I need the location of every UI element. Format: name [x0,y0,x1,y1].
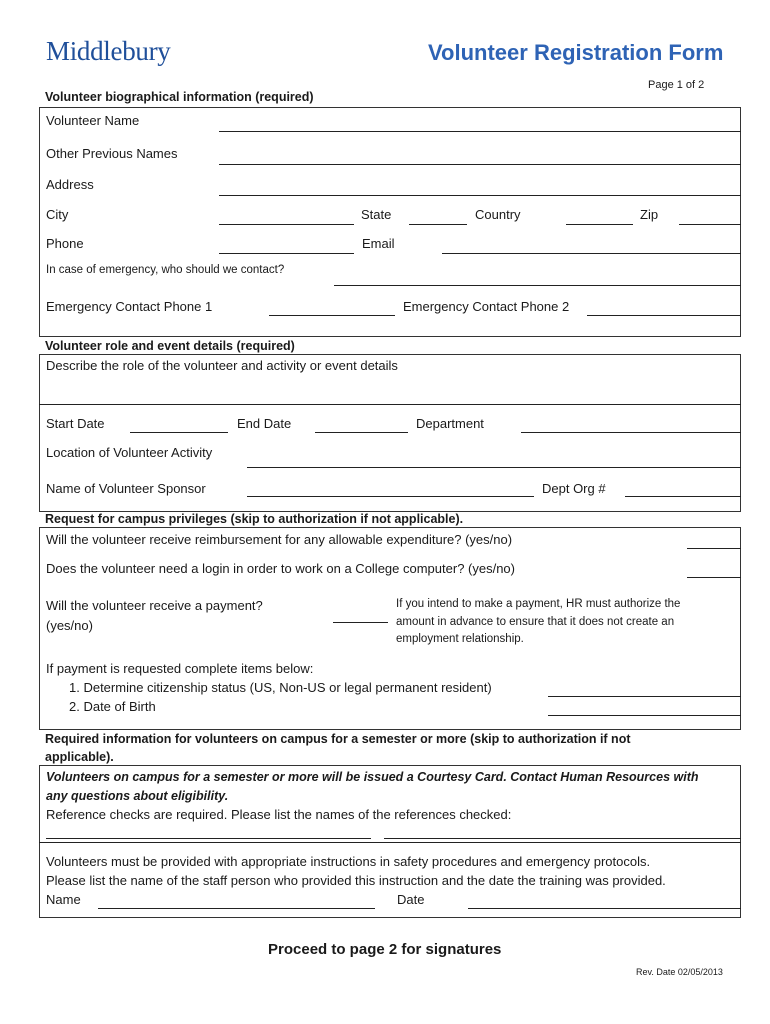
emergency-phone-1-label: Emergency Contact Phone 1 [46,299,213,314]
state-label: State [361,207,392,222]
role-description-divider [39,404,741,405]
sponsor-field[interactable] [247,496,534,497]
citizenship-field[interactable] [548,696,741,697]
department-label: Department [416,416,484,431]
page-number: Page 1 of 2 [648,79,705,91]
reference-checks-label: Reference checks are required. Please list the names of the references checked: [46,807,512,822]
proceed-to-page-2: Proceed to page 2 for signatures [268,941,502,958]
payment-note-line-1: If you intend to make a payment, HR must authorize the [396,598,681,610]
semester-section-heading-line-1: Required information for volunteers on campus for a semester or more (skip to authorization if not [45,732,631,746]
reference-divider [39,842,741,843]
country-label: Country [475,207,521,222]
emergency-phone-1-field[interactable] [269,315,395,316]
end-date-label: End Date [237,416,292,431]
safety-instructions-line-1: Volunteers must be provided with appropriate instructions in safety procedures and emergency protocols. [46,854,651,869]
emergency-contact-field[interactable] [334,285,741,286]
location-field[interactable] [247,467,741,468]
form-title: Volunteer Registration Form [428,40,724,65]
emergency-phone-2-label: Emergency Contact Phone 2 [403,299,570,314]
dept-org-label: Dept Org # [542,481,606,496]
previous-names-label: Other Previous Names [46,146,178,161]
login-answer-field[interactable] [687,577,741,578]
volunteer-name-label: Volunteer Name [46,113,140,128]
courtesy-card-note-line-2: any questions about eligibility. [46,789,229,803]
role-description-label: Describe the role of the volunteer and activity or event details [46,358,398,373]
staff-name-label: Name [46,892,81,907]
privileges-section-heading: Request for campus privileges (skip to authorization if not applicable). [45,512,464,526]
end-date-field[interactable] [315,432,408,433]
safety-instructions-line-2: Please list the name of the staff person who provided this instruction and the date the training was provided. [46,873,666,888]
role-section-heading: Volunteer role and event details (required) [45,339,295,353]
address-field[interactable] [219,195,741,196]
training-date-field[interactable] [468,908,741,909]
previous-names-field[interactable] [219,164,741,165]
payment-note-line-2: amount in advance to ensure that it does not create an [396,616,675,628]
courtesy-card-note-line-1: Volunteers on campus for a semester or more will be issued a Courtesy Card. Contact Human Resources with [46,770,699,784]
city-field[interactable] [219,224,354,225]
reference-2-field[interactable] [384,838,741,839]
start-date-field[interactable] [130,432,228,433]
sponsor-label: Name of Volunteer Sponsor [46,481,206,496]
reimbursement-answer-field[interactable] [687,548,741,549]
payment-items-intro: If payment is requested complete items below: [46,661,314,676]
country-field[interactable] [566,224,633,225]
city-label: City [46,207,69,222]
semester-section-heading-line-2: applicable). [45,750,114,764]
state-field[interactable] [409,224,467,225]
payment-note-line-3: employment relationship. [396,633,524,645]
zip-label: Zip [640,207,659,222]
payment-question-yes-no: (yes/no) [46,618,93,633]
revision-date: Rev. Date 02/05/2013 [636,967,723,977]
reference-1-field[interactable] [46,838,371,839]
department-field[interactable] [521,432,741,433]
zip-field[interactable] [679,224,741,225]
reimbursement-question: Will the volunteer receive reimbursement for any allowable expenditure? (yes/no) [46,532,513,547]
bio-section-heading: Volunteer biographical information (required) [45,90,314,104]
emergency-contact-question: In case of emergency, who should we contact? [46,264,285,276]
date-of-birth-field[interactable] [548,715,741,716]
dept-org-field[interactable] [625,496,741,497]
start-date-label: Start Date [46,416,105,431]
phone-label: Phone [46,236,84,251]
citizenship-item: 1. Determine citizenship status (US, Non-US or legal permanent resident) [69,680,492,695]
emergency-phone-2-field[interactable] [587,315,741,316]
payment-answer-field[interactable] [333,622,388,623]
payment-question: Will the volunteer receive a payment? [46,598,263,613]
volunteer-name-field[interactable] [219,131,741,132]
middlebury-logo: Middlebury [46,36,171,66]
date-of-birth-item: 2. Date of Birth [69,699,156,714]
address-label: Address [46,177,94,192]
staff-name-field[interactable] [98,908,375,909]
email-label: Email [362,236,395,251]
email-field[interactable] [442,253,741,254]
training-date-label: Date [397,892,425,907]
phone-field[interactable] [219,253,354,254]
login-question: Does the volunteer need a login in order to work on a College computer? (yes/no) [46,561,515,576]
location-label: Location of Volunteer Activity [46,445,213,460]
